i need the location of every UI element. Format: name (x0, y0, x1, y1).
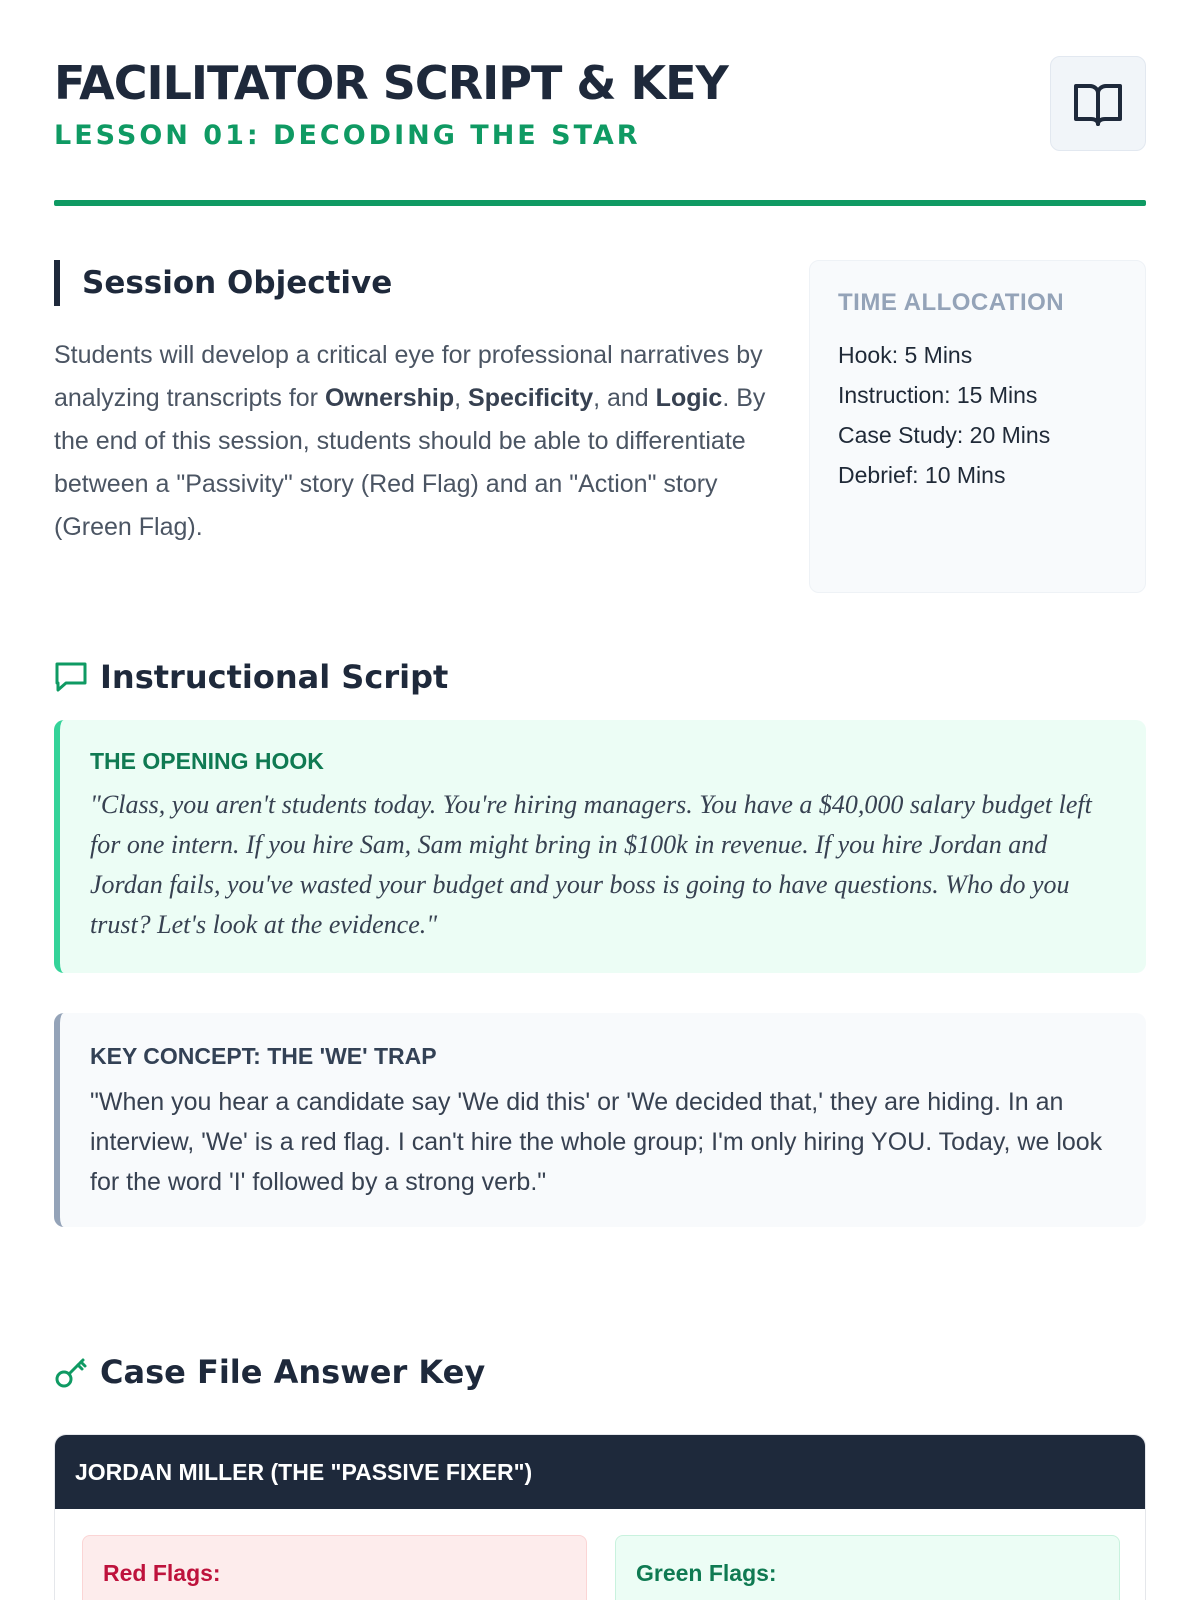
key-concept-label: KEY CONCEPT: THE 'WE' TRAP (90, 1043, 437, 1069)
case-file-header (55, 1435, 1145, 1509)
open-book-button[interactable] (1050, 56, 1146, 151)
opening-hook-text: "Class, you aren't students today. You're hiring managers. You have a $40,000 salary budget left for one intern. If you hire Sam, Sam might bring in $100k in revenue. If you hire Jordan and Jordan fails, you've wasted your budget and your boss is going to have questions. Who do you trust? Let's look at the evidence." (90, 790, 1092, 939)
time-item-case-study: Case Study: 20 Mins (838, 422, 1051, 448)
red-flags-title: Red Flags: (103, 1560, 221, 1586)
header-divider (54, 200, 1146, 206)
objective-text: Students will develop a critical eye for professional narratives by analyzing transcripts for Ownership, Specificity, and Logic. By the end of this session, students should be able to differentiate between a "Passivity" story (Red Flag) and an "Action" story (Green Flag). (54, 341, 766, 541)
green-flags-panel (615, 1535, 1120, 1600)
heading-accent-bar (54, 260, 60, 306)
time-item-hook: Hook: 5 Mins (838, 342, 973, 368)
page-title: FACILITATOR SCRIPT & KEY (54, 56, 728, 110)
case-file-card (54, 1434, 1146, 1600)
time-allocation-title: TIME ALLOCATION (838, 289, 1065, 316)
instructional-script-heading: Instructional Script (100, 658, 449, 696)
red-flags-panel (82, 1535, 587, 1600)
lesson-subtitle: LESSON 01: DECODING THE STAR (54, 120, 641, 151)
key-concept-text: "When you hear a candidate say 'We did this' or 'We decided that,' they are hiding. In an interview, 'We' is a red flag. I can't hire the whole group; I'm only hiring YOU. Today, we look for the word 'I' followed by a strong verb." (90, 1088, 1103, 1196)
opening-hook-card (54, 720, 1146, 973)
ownership-term: Ownership (324, 384, 455, 412)
time-item-debrief: Debrief: 10 Mins (838, 462, 1006, 488)
page-header (54, 56, 1146, 206)
answer-key-heading: Case File Answer Key (100, 1353, 486, 1391)
time-allocation-list (838, 335, 1117, 495)
green-flags-title: Green Flags: (636, 1560, 777, 1586)
answer-key-header (54, 1350, 485, 1394)
specificity-term: Specificity (468, 384, 594, 412)
key-concept-card (54, 1013, 1146, 1227)
session-objective (54, 260, 774, 549)
opening-hook-label: THE OPENING HOOK (90, 748, 324, 774)
instructional-script-header (54, 655, 448, 699)
case-candidate-name: JORDAN MILLER (THE "PASSIVE FIXER") (75, 1458, 533, 1485)
key-icon (54, 1355, 88, 1389)
chat-bubble-icon (54, 660, 88, 694)
open-book-icon (1072, 80, 1124, 128)
time-allocation-card (809, 260, 1146, 593)
time-item-instruction: Instruction: 15 Mins (838, 382, 1038, 408)
logic-term: Logic (655, 384, 723, 412)
objective-heading: Session Objective (82, 265, 393, 301)
